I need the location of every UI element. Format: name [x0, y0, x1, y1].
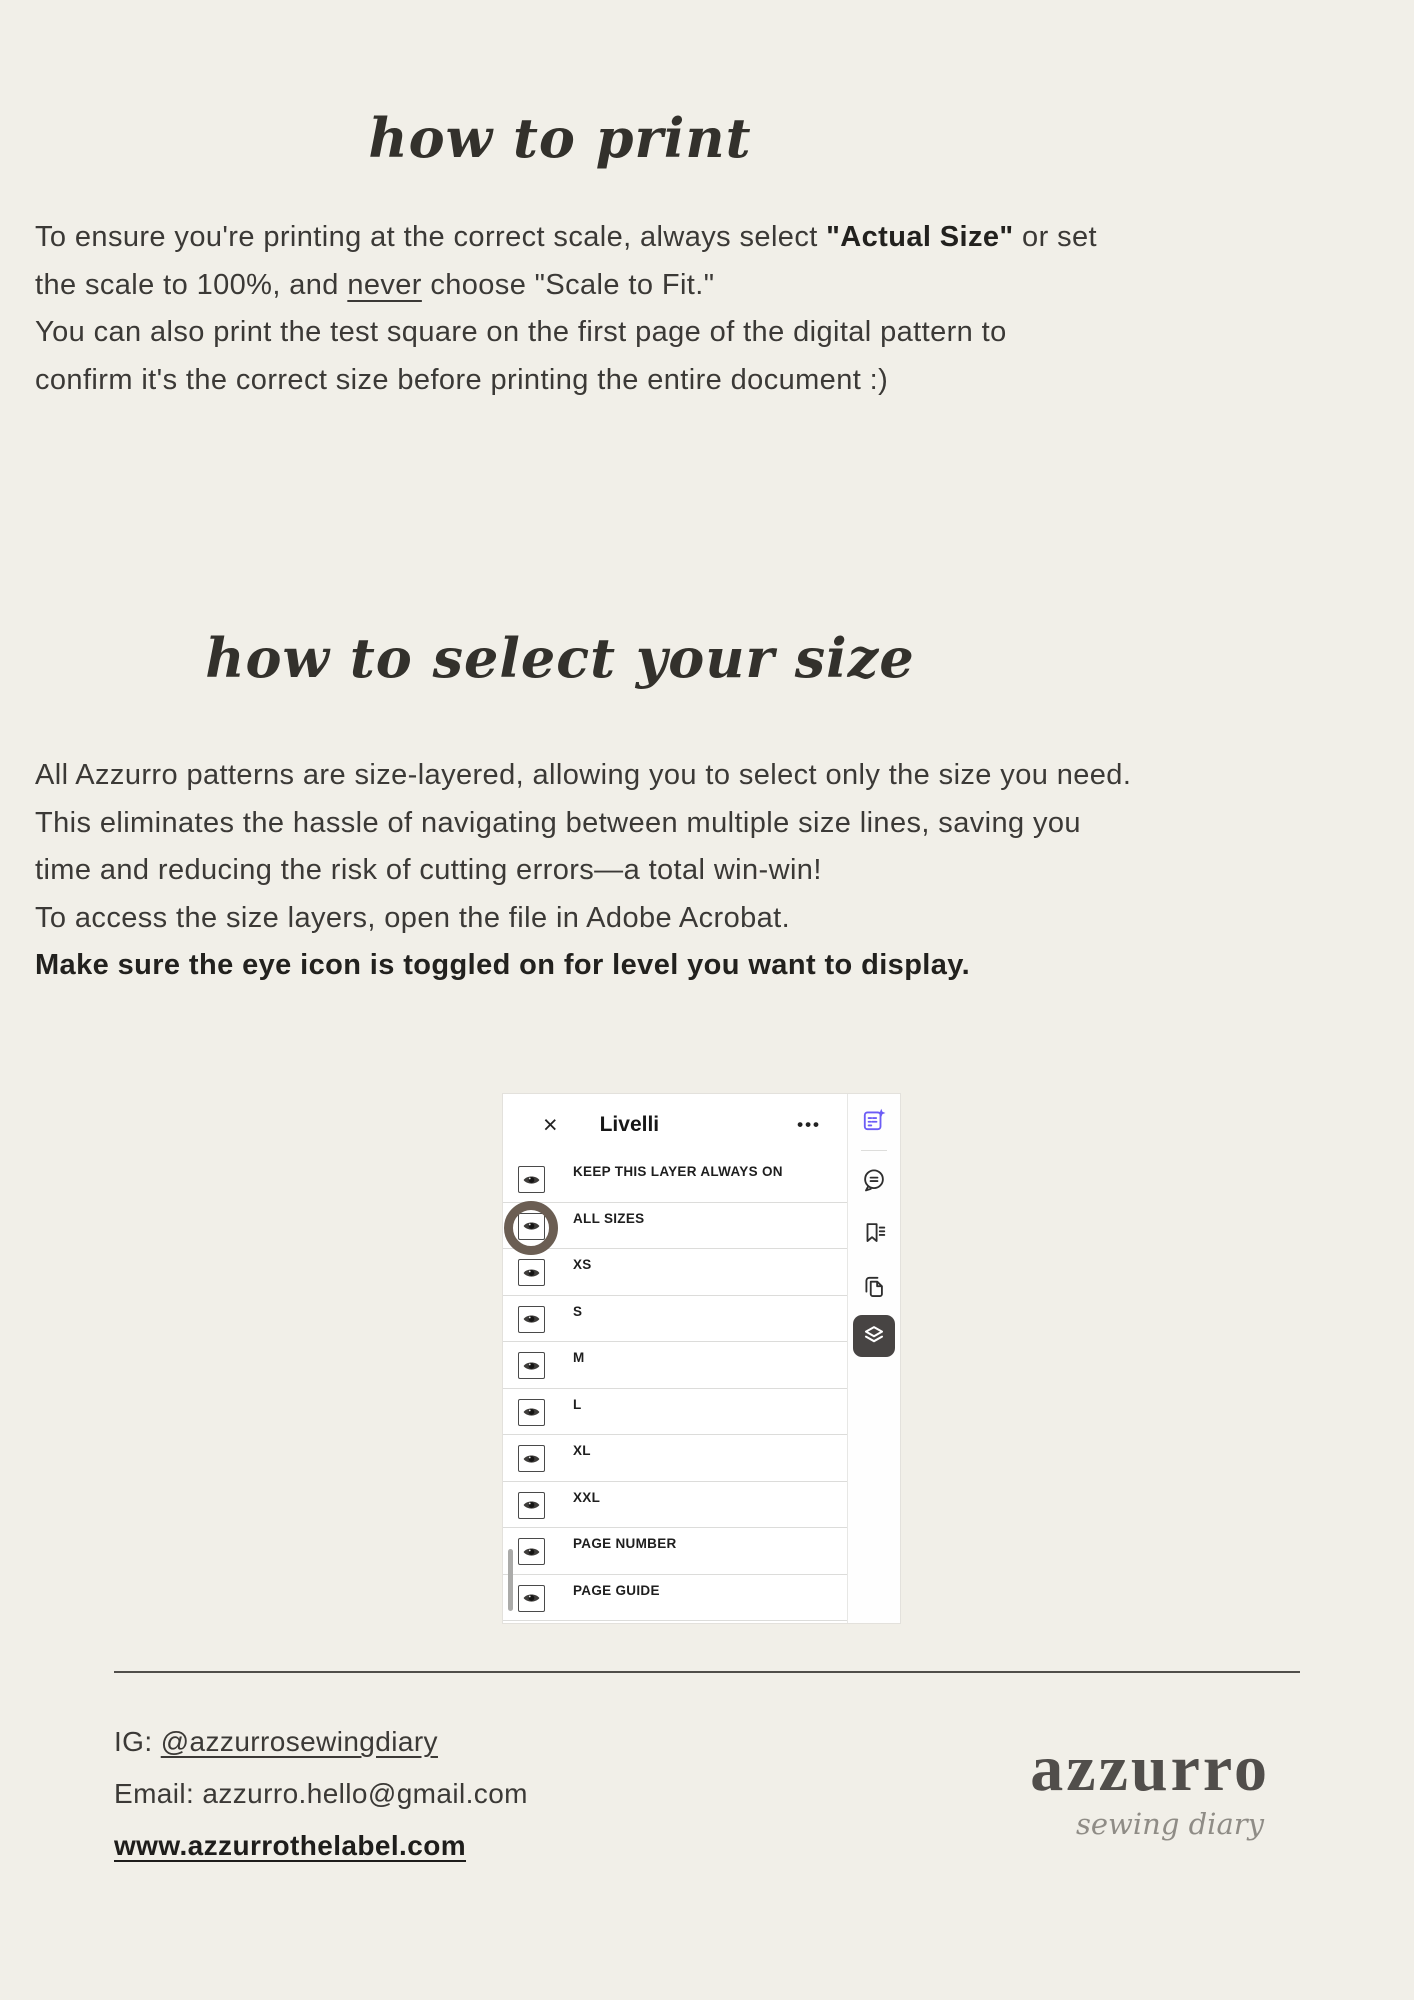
- eye-icon: [522, 1267, 541, 1279]
- layer-row[interactable]: [503, 1342, 847, 1389]
- layer-row[interactable]: [503, 1575, 847, 1622]
- layer-label: ALL SIZES: [573, 1210, 645, 1226]
- layer-row[interactable]: [503, 1528, 847, 1575]
- more-options-icon[interactable]: •••: [797, 1115, 821, 1134]
- layer-label: PAGE GUIDE: [573, 1582, 660, 1598]
- heading-how-to-print: how to print: [368, 106, 752, 170]
- email-line: Email: azzurro.hello@gmail.com: [114, 1778, 528, 1809]
- layer-label: PAGE NUMBER: [573, 1536, 677, 1551]
- eye-toggle[interactable]: [518, 1538, 545, 1565]
- size-line-2: This eliminates the hassle of navigating between multiple size lines, saving you: [35, 806, 1081, 839]
- size-line-5-bold: Make sure the eye icon is toggled on for level you want to display.: [35, 949, 971, 981]
- layer-row[interactable]: [503, 1482, 847, 1529]
- side-toolbar: [848, 1094, 900, 1623]
- layer-row[interactable]: [503, 1435, 847, 1482]
- eye-icon: [522, 1174, 541, 1186]
- layer-row[interactable]: [503, 1156, 847, 1203]
- eye-toggle[interactable]: [518, 1213, 545, 1240]
- paragraph-print-instructions: [35, 214, 1145, 404]
- print-line-1: To ensure you're printing at the correct scale, always select "Actual Size" or set: [35, 221, 1097, 253]
- acrobat-layers-screenshot: [502, 1093, 901, 1624]
- layer-label: L: [573, 1396, 582, 1412]
- ig-line: IG: @azzurrosewingdiary: [114, 1726, 438, 1757]
- size-line-3: time and reducing the risk of cutting errors—a total win-win!: [35, 854, 822, 886]
- layer-row[interactable]: [503, 1249, 847, 1296]
- footer-contact: [114, 1716, 528, 1872]
- close-icon[interactable]: ×: [543, 1110, 558, 1139]
- panel-title: Livelli: [599, 1113, 660, 1136]
- eye-icon: [522, 1406, 541, 1418]
- eye-toggle[interactable]: [518, 1259, 545, 1286]
- size-line-4: To access the size layers, open the file in Adobe Acrobat.: [35, 901, 791, 934]
- eye-toggle[interactable]: [518, 1585, 545, 1612]
- brand-logo: [1030, 1732, 1270, 1841]
- website-link[interactable]: www.azzurrothelabel.com: [114, 1830, 467, 1861]
- heading-how-to-select-size: how to select your size: [205, 626, 915, 690]
- eye-icon: [522, 1220, 541, 1232]
- bookmarks-icon[interactable]: [861, 1220, 887, 1246]
- eye-toggle[interactable]: [518, 1166, 545, 1193]
- size-line-1: All Azzurro patterns are size-layered, allowing you to select only the size you need.: [35, 759, 1132, 791]
- never-emphasis: never: [347, 268, 422, 301]
- toolbar-divider: [861, 1150, 887, 1151]
- eye-icon: [522, 1499, 541, 1511]
- eye-icon: [522, 1313, 541, 1325]
- eye-icon: [522, 1592, 541, 1604]
- eye-toggle[interactable]: [518, 1306, 545, 1333]
- eye-icon: [522, 1453, 541, 1465]
- print-line-2: the scale to 100%, and never choose "Scale to Fit.": [35, 268, 715, 301]
- eye-toggle[interactable]: [518, 1399, 545, 1426]
- layer-list: [503, 1156, 847, 1623]
- brand-tagline: sewing diary: [1076, 1807, 1264, 1841]
- layer-label: XL: [573, 1443, 591, 1458]
- eye-toggle[interactable]: [518, 1492, 545, 1519]
- paragraph-size-instructions: [35, 752, 1145, 990]
- layers-panel: [503, 1094, 848, 1623]
- eye-icon: [522, 1360, 541, 1372]
- layer-row[interactable]: [503, 1203, 847, 1250]
- actual-size-emphasis: "Actual Size": [826, 221, 1014, 253]
- layers-icon: [861, 1323, 887, 1349]
- eye-icon: [522, 1546, 541, 1558]
- brand-name: azzurro: [1030, 1732, 1270, 1805]
- layer-label: S: [573, 1303, 583, 1319]
- copy-pages-icon[interactable]: [861, 1273, 887, 1299]
- eye-toggle[interactable]: [518, 1445, 545, 1472]
- print-line-3: You can also print the test square on the first page of the digital pattern to: [35, 316, 1007, 348]
- layers-tool-button[interactable]: [853, 1315, 895, 1357]
- ig-handle-link[interactable]: @azzurrosewingdiary: [160, 1726, 438, 1757]
- layer-label: XXL: [573, 1489, 601, 1505]
- layer-row[interactable]: [503, 1296, 847, 1343]
- comments-icon[interactable]: [861, 1167, 887, 1193]
- layer-label: M: [573, 1350, 585, 1365]
- ai-assistant-icon[interactable]: [861, 1107, 887, 1133]
- layer-row[interactable]: [503, 1389, 847, 1436]
- layer-label: KEEP THIS LAYER ALWAYS ON: [573, 1164, 783, 1179]
- footer-divider: [114, 1671, 1300, 1673]
- layer-label: XS: [573, 1257, 592, 1272]
- panel-scrollbar[interactable]: [508, 1549, 513, 1611]
- panel-header: [503, 1094, 847, 1156]
- print-line-4: confirm it's the correct size before printing the entire document :): [35, 363, 889, 396]
- eye-toggle[interactable]: [518, 1352, 545, 1379]
